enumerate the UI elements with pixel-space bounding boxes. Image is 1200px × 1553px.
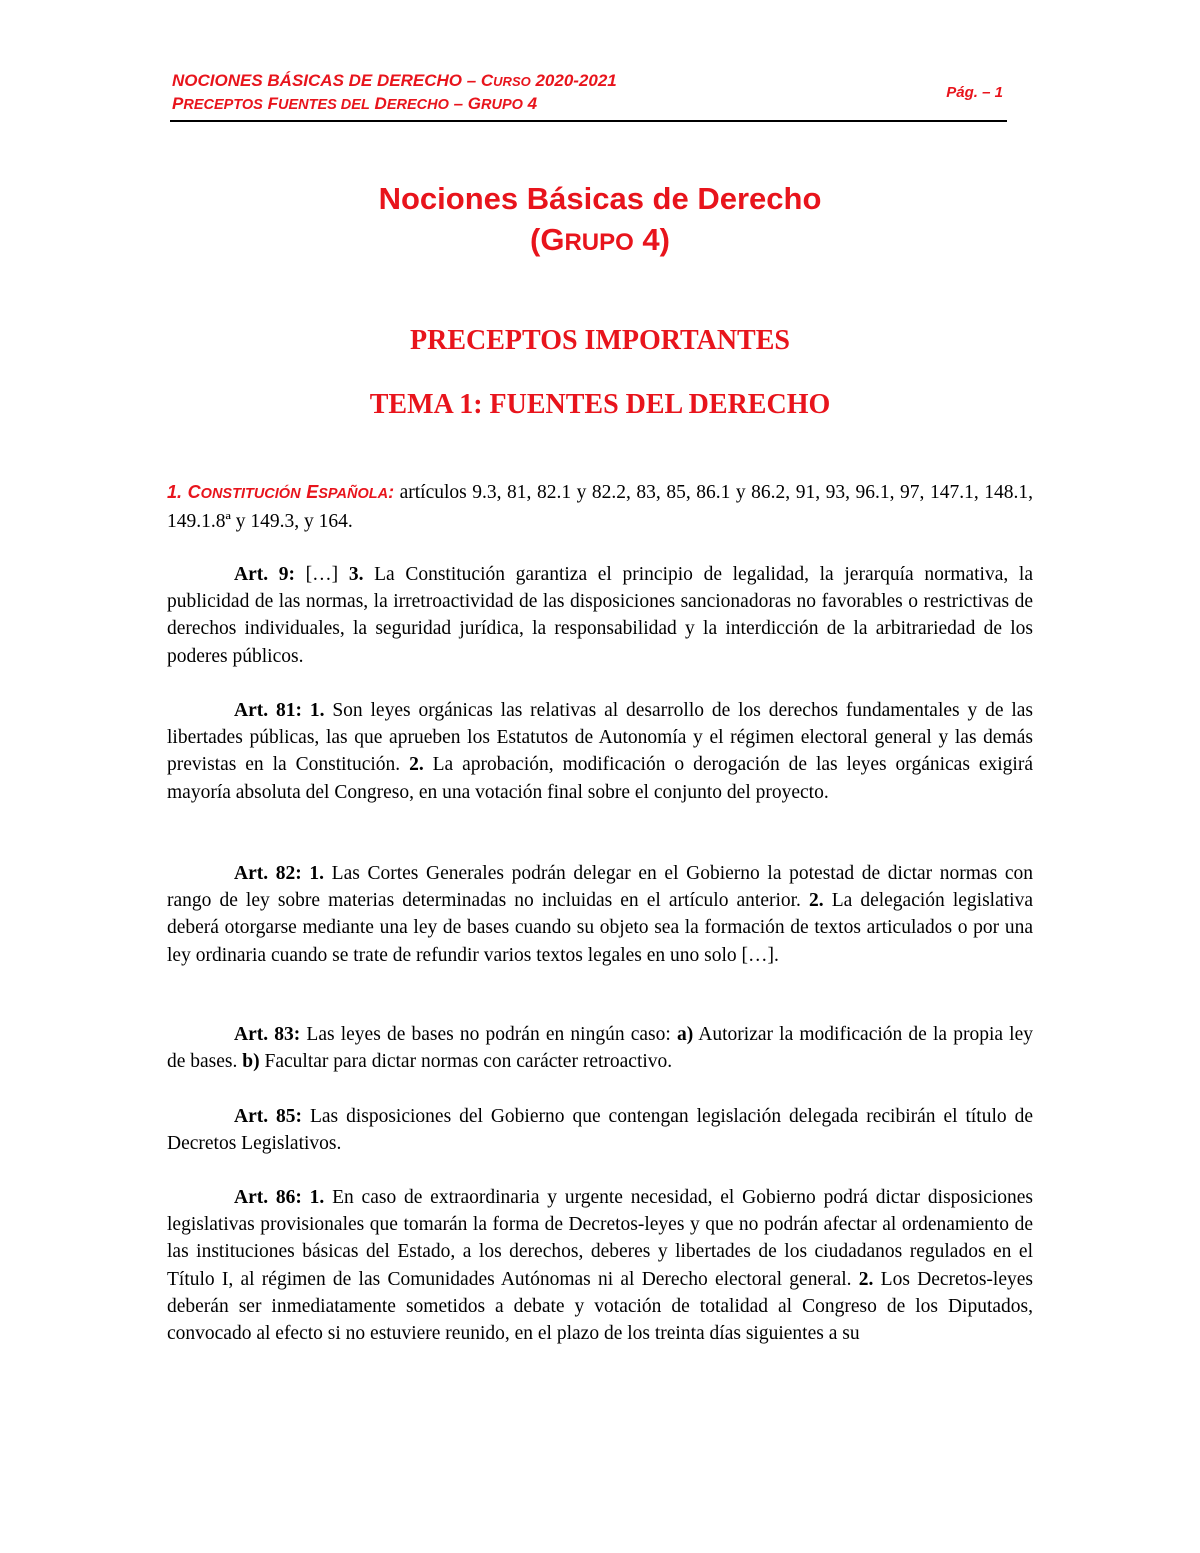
header-sub-dash: – [448,94,468,113]
section-c: C [187,482,201,502]
article-9 [167,561,1033,670]
header-sub-g: G [467,94,481,113]
article-label: Art. 9: [234,564,296,585]
article-83 [167,1021,1033,1075]
section-colon: : [388,482,395,502]
article-text: Las leyes de bases no podrán en ningún caso: [300,1024,677,1045]
article-label: Art. 85: [234,1106,303,1127]
header-course-c: C [480,71,494,90]
article-text: Autorizar la modificación de la propia ley de bases. [167,1024,1034,1073]
article-text: Las disposiciones del Gobierno que contengan legislación delegada recibirán el título de Decretos Legislativos. [167,1106,1033,1155]
article-text: La aprobación, modificación o derogación de las leyes orgánicas exigirá mayoría absoluta del Congreso, en una votación final sobre el conjunto del proyecto. [167,754,1033,803]
article-text: En caso de extraordinaria y urgente necesidad, el Gobierno podrá dictar disposiciones legislativas provisionales que tomarán la forma de Decretos-leyes y que no podrán afectar al ordenamiento de las instituciones básicas del Estado, a los derechos, deberes y libertades de los ciudadanos regulados en el Título I, al régimen de las Comunidades Autónomas ni al Derecho electoral general. [167,1187,1034,1290]
article-item: a) [676,1024,694,1045]
header-sub-erecho: ERECHO [386,97,449,113]
article-text: […] [295,564,349,585]
article-number: 2. [809,890,824,912]
article-label: Art. 82: [234,863,302,884]
section-heading: PRECEPTOS IMPORTANTES [410,325,790,356]
article-item: b) [242,1051,260,1073]
header-sub-uentes: UENTES DEL [277,97,370,113]
section-e: E [300,482,319,502]
article-number: 2. [858,1268,874,1290]
document-group [0,222,1200,258]
article-text: Las Cortes Generales podrán delegar en el Gobierno la potestad de dictar normas con rango de ley sobre materias determinadas no incluidas en el artículo anterior. [167,863,1033,912]
header-sub-p: P [172,94,184,113]
header-course-line [172,71,1005,91]
article-number: 2. [409,754,424,776]
article-number: 1. [301,700,325,721]
header-divider [170,120,1007,122]
header-sub-f: F [262,94,278,113]
article-number: 1. [301,863,325,884]
header-sub-receptos: RECEPTOS [183,97,263,113]
article-text: La delegación legislativa deberá otorgarse mediante una ley de bases cuando su objeto sea la formación de textos articulados o por una ley ordinaria cuando se trate de refundir varios textos legales en uno solo […]. [167,890,1033,966]
article-number: 1. [301,1187,325,1208]
article-label: Art. 86: [234,1187,302,1208]
group-number: 4) [633,222,670,257]
section-spanola: SPAÑOLA [318,486,389,502]
header-subject-line [172,94,1005,114]
section-articles-list: artículos 9.3, 81, 82.1 y 82.2, 83, 85, 86.1 y 86.2, 91, 93, 96.1, 97, 147.1, 148.1, 149.1.8ª y 149.3, y 164. [167,482,1033,533]
page-number: Pág. – 1 [946,84,1003,101]
section-constitucion [167,479,1033,535]
article-label: Art. 81: [234,700,302,721]
header-course-title: NOCIONES BÁSICAS DE DERECHO – [172,71,481,90]
section-num: 1. [167,482,188,502]
article-86 [167,1184,1033,1347]
header-course-word: URSO [493,74,531,89]
group-word: RUPO [564,229,634,256]
article-text: Los Decretos-leyes deberán ser inmediatamente sometidos a debate y votación de totalidad al Congreso de los Diputados, convocado al efecto si no estuviere reunido, en el plazo de los treinta días siguientes a su [167,1268,1033,1345]
header-course-year: 2020-2021 [530,71,617,90]
header-sub-rupo: RUPO [481,97,523,113]
article-text: Facultar para dictar normas con carácter retroactivo. [259,1051,673,1073]
article-text: Son leyes orgánicas las relativas al desarrollo de los derechos fundamentales y de las libertades públicas, las que aprueben los Estatutos de Autonomía y el régimen electoral general y las demás previstas en la Constitución. [167,700,1033,776]
document-title: Nociones Básicas de Derecho [378,181,822,216]
header-sub-num: 4 [522,94,538,113]
article-text: La Constitución garantiza el principio de legalidad, la jerarquía normativa, la publicidad de las normas, la irretroactividad de las disposiciones sancionadoras no favorables o restrictivas de derechos individuales, la seguridad jurídica, la responsabilidad y la interdicción de la arbitrariedad de los poderes públicos. [167,564,1033,667]
group-open: (G [530,222,565,257]
article-85 [167,1103,1033,1157]
article-label: Art. 83: [234,1024,301,1045]
article-number: 3. [348,564,364,585]
section-label [167,482,394,502]
section-onstitucion: ONSTITUCIÓN [200,486,301,502]
header-sub-d: D [369,94,387,113]
article-81 [167,697,1033,806]
topic-heading: TEMA 1: FUENTES DEL DERECHO [369,389,831,420]
article-82 [167,860,1033,969]
